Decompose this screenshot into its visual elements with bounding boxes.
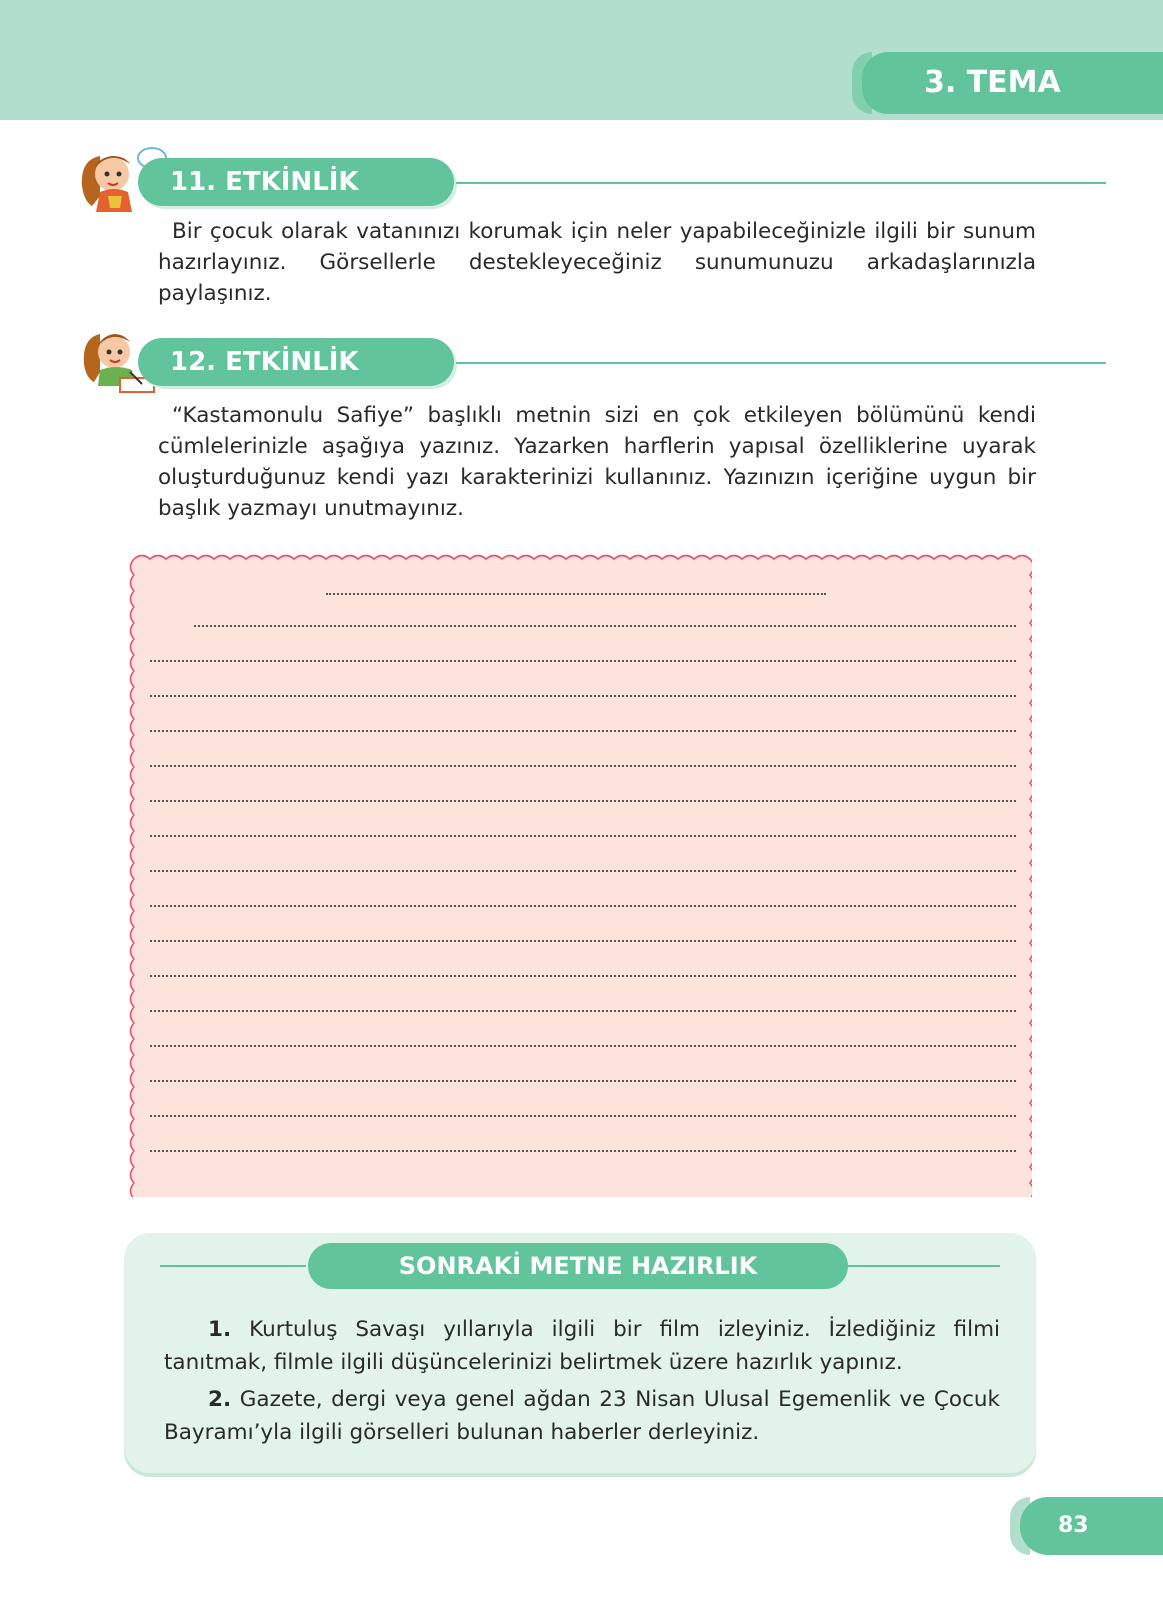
- activity-11-header: [70, 146, 1040, 216]
- prep-rule-left: [160, 1265, 306, 1267]
- activity-11-title: 11. ETKİNLİK: [138, 158, 454, 206]
- activity-12-title: 12. ETKİNLİK: [138, 338, 454, 386]
- writing-line[interactable]: [150, 940, 1016, 942]
- activity-11-rule: [456, 182, 1106, 184]
- writing-line[interactable]: [150, 695, 1016, 697]
- next-text-preparation-box: [124, 1233, 1036, 1473]
- theme-tab: 3. TEMA: [862, 52, 1163, 114]
- writing-line[interactable]: [150, 800, 1016, 802]
- activity-12-text: “Kastamonulu Safiye” başlıklı metnin sizi en çok etkileyen bölümünü kendi cümlelerinizle aşağıya yazınız. Yazarken harflerin yapısal özelliklerine uyarak oluşturduğunuz kendi yazı karakterinizi kullanınız. Yazınızın içeriğine uygun bir başlık yazmayı unutmayınız.: [158, 403, 1036, 521]
- activity-12-header: [70, 326, 1040, 396]
- writing-line[interactable]: [150, 1150, 1016, 1152]
- page-number: 83: [1020, 1497, 1163, 1555]
- title-writing-line[interactable]: [326, 593, 826, 595]
- wavy-frame: [128, 553, 1032, 1197]
- activity-11-text: Bir çocuk olarak vatanınızı korumak için neler yapabileceğinizle ilgili bir sunum hazırlayınız. Görsellerle destekleyeceğiniz sunumunuzu arkadaşlarınızla paylaşınız.: [158, 219, 1036, 306]
- prep-item-1-number: 1.: [208, 1317, 232, 1342]
- prep-item-1: [164, 1313, 1000, 1379]
- prep-item-2: [164, 1383, 1000, 1449]
- first-writing-line[interactable]: [194, 625, 1016, 627]
- activity-12-rule: [456, 362, 1106, 364]
- writing-line[interactable]: [150, 975, 1016, 977]
- writing-line[interactable]: [150, 835, 1016, 837]
- writing-line[interactable]: [150, 1115, 1016, 1117]
- writing-line[interactable]: [150, 660, 1016, 662]
- writing-line[interactable]: [150, 905, 1016, 907]
- writing-line[interactable]: [150, 1080, 1016, 1082]
- writing-line[interactable]: [150, 730, 1016, 732]
- prep-item-2-text: Gazete, dergi veya genel ağdan 23 Nisan Ulusal Egemenlik ve Çocuk Bayramı’yla ilgili görselleri bulunan haberler derleyiniz.: [164, 1387, 1000, 1445]
- prep-item-2-number: 2.: [208, 1387, 232, 1412]
- prep-item-1-text: Kurtuluş Savaşı yıllarıyla ilgili bir film izleyiniz. İzlediğiniz filmi tanıtmak, filmle ilgili düşüncelerinizi belirtmek üzere hazırlık yapınız.: [164, 1317, 1000, 1375]
- writing-line[interactable]: [150, 765, 1016, 767]
- wavy-frame-outline: [131, 556, 1033, 1198]
- prep-title: SONRAKİ METNE HAZIRLIK: [308, 1243, 848, 1289]
- writing-line[interactable]: [150, 1045, 1016, 1047]
- prep-rule-right: [848, 1265, 1000, 1267]
- writing-line[interactable]: [150, 1010, 1016, 1012]
- writing-line[interactable]: [150, 870, 1016, 872]
- writing-area[interactable]: [128, 553, 1032, 1197]
